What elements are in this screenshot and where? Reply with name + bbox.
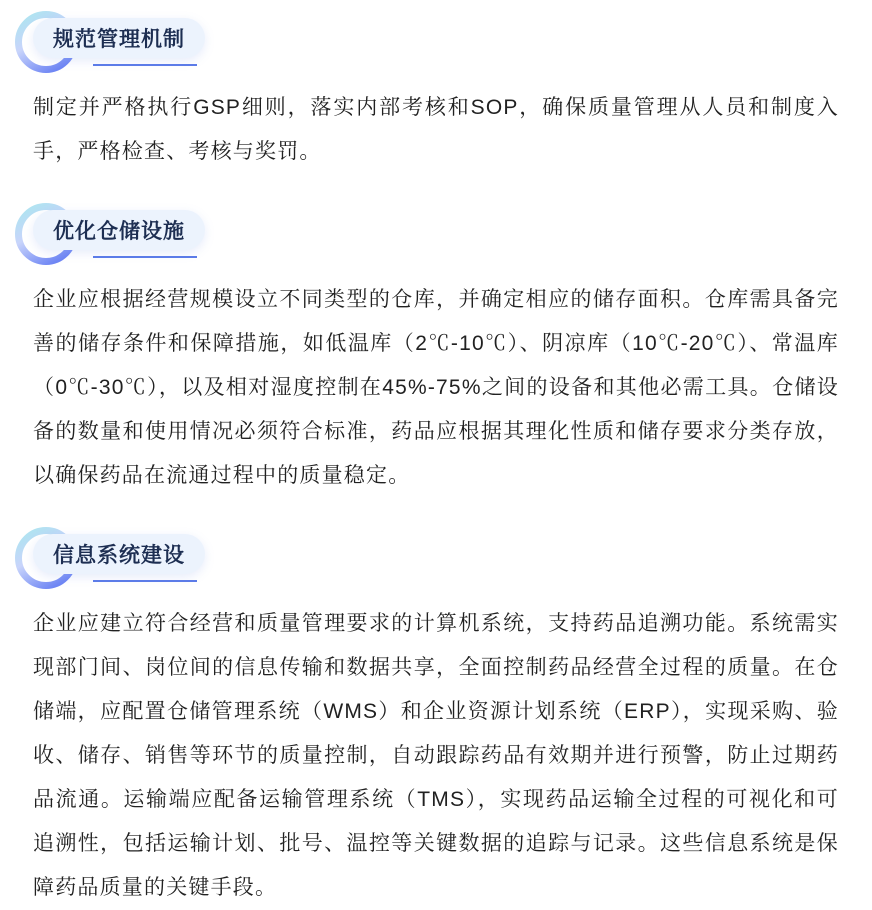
- section-title-pill: [33, 534, 205, 574]
- section-heading: [0, 524, 872, 584]
- section-information-system: [0, 524, 872, 910]
- title-underline: [93, 64, 197, 66]
- section-title: 信息系统建设: [53, 544, 185, 567]
- section-title-pill: [33, 210, 205, 250]
- section-paragraph: 企业应建立符合经营和质量管理要求的计算机系统，支持药品追溯功能。系统需实现部门间、岗位间的信息传输和数据共享，全面控制药品经营全过程的质量。在仓储端，应配置仓储管理系统（WMS）和企业资源计划系统（ERP），实现采购、验收、储存、销售等环节的质量控制，自动跟踪药品有效期并进行预警，防止过期药品流通。运输端应配备运输管理系统（TMS），实现药品运输全过程的可视化和可追溯性，包括运输计划、批号、温控等关键数据的追踪与记录。这些信息系统是保障药品质量的关键手段。: [33, 612, 839, 899]
- section-warehouse-facilities: [0, 200, 872, 498]
- section-paragraph: 制定并严格执行GSP细则，落实内部考核和SOP，确保质量管理从人员和制度入手，严格检查、考核与奖罚。: [33, 96, 839, 163]
- section-title: 规范管理机制: [53, 28, 185, 51]
- section-title-pill: [33, 18, 205, 58]
- section-title: 优化仓储设施: [53, 220, 185, 243]
- title-underline: [93, 580, 197, 582]
- section-standard-management: [0, 8, 872, 174]
- title-underline: [93, 256, 197, 258]
- section-paragraph: 企业应根据经营规模设立不同类型的仓库，并确定相应的储存面积。仓库需具备完善的储存条件和保障措施，如低温库（2℃-10℃）、阴凉库（10℃-20℃）、常温库（0℃-30℃），以及相对湿度控制在45%-75%之间的设备和其他必需工具。仓储设备的数量和使用情况必须符合标准，药品应根据其理化性质和储存要求分类存放，以确保药品在流通过程中的质量稳定。: [33, 288, 839, 487]
- section-heading: [0, 8, 872, 68]
- section-heading: [0, 200, 872, 260]
